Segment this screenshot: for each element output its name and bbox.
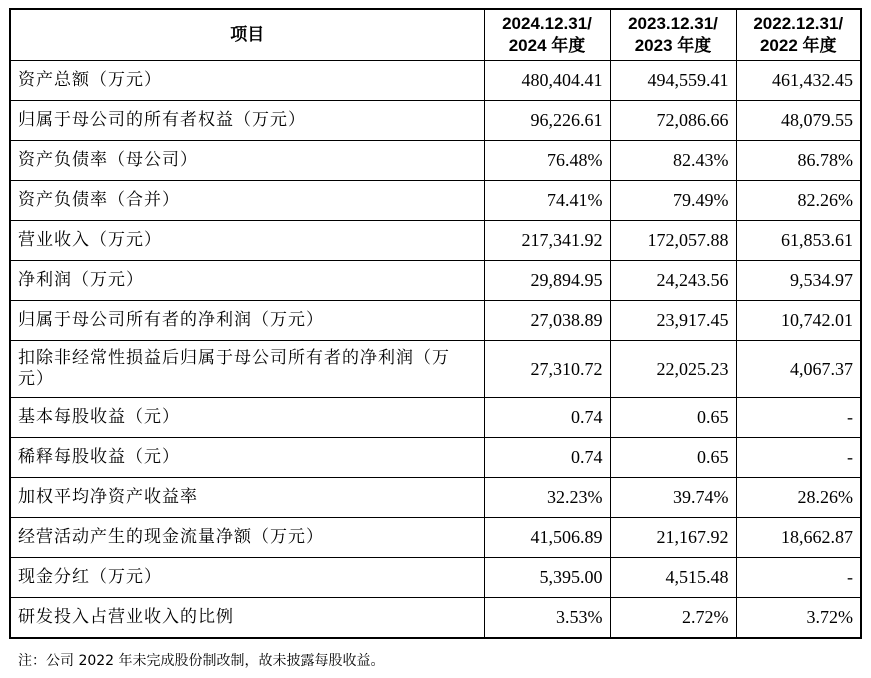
cell-2024: 27,310.72 xyxy=(484,341,610,398)
cell-2022: 461,432.45 xyxy=(736,61,861,101)
row-label: 研发投入占营业收入的比例 xyxy=(10,598,484,639)
table-row xyxy=(10,518,861,558)
header-date: 2022.12.31/ xyxy=(753,14,844,33)
cell-2024: 480,404.41 xyxy=(484,61,610,101)
cell-2023: 82.43% xyxy=(610,141,736,181)
cell-2024: 0.74 xyxy=(484,398,610,438)
header-period-2024 xyxy=(484,9,610,61)
cell-2024: 76.48% xyxy=(484,141,610,181)
row-label: 归属于母公司所有者的净利润（万元） xyxy=(10,301,484,341)
cell-2023: 79.49% xyxy=(610,181,736,221)
cell-2022: - xyxy=(736,398,861,438)
header-period-2023 xyxy=(610,9,736,61)
cell-2023: 0.65 xyxy=(610,398,736,438)
cell-2024: 96,226.61 xyxy=(484,101,610,141)
header-date: 2024.12.31/ xyxy=(502,14,592,33)
cell-2022: 28.26% xyxy=(736,478,861,518)
cell-2023: 21,167.92 xyxy=(610,518,736,558)
table-row xyxy=(10,221,861,261)
cell-2024: 32.23% xyxy=(484,478,610,518)
cell-2023: 72,086.66 xyxy=(610,101,736,141)
cell-2024: 3.53% xyxy=(484,598,610,639)
row-label: 扣除非经常性损益后归属于母公司所有者的净利润（万元） xyxy=(10,341,484,398)
cell-2022: 48,079.55 xyxy=(736,101,861,141)
cell-2022: 18,662.87 xyxy=(736,518,861,558)
table-row xyxy=(10,558,861,598)
row-label: 经营活动产生的现金流量净额（万元） xyxy=(10,518,484,558)
cell-2022: 3.72% xyxy=(736,598,861,639)
table-row xyxy=(10,341,861,398)
header-year: 2022 年度 xyxy=(759,36,837,55)
table-row xyxy=(10,598,861,639)
table-row xyxy=(10,61,861,101)
row-label: 资产负债率（合并） xyxy=(10,181,484,221)
header-year: 2024 年度 xyxy=(508,36,586,55)
cell-2022: 4,067.37 xyxy=(736,341,861,398)
financial-data-table xyxy=(9,8,862,639)
table-row xyxy=(10,438,861,478)
cell-2023: 172,057.88 xyxy=(610,221,736,261)
table-row xyxy=(10,301,861,341)
cell-2022: - xyxy=(736,438,861,478)
cell-2022: 86.78% xyxy=(736,141,861,181)
header-year: 2023 年度 xyxy=(634,36,712,55)
table-row xyxy=(10,181,861,221)
cell-2023: 24,243.56 xyxy=(610,261,736,301)
header-item: 项目 xyxy=(10,9,484,61)
row-label: 资产总额（万元） xyxy=(10,61,484,101)
cell-2024: 27,038.89 xyxy=(484,301,610,341)
cell-2024: 74.41% xyxy=(484,181,610,221)
cell-2024: 217,341.92 xyxy=(484,221,610,261)
row-label: 净利润（万元） xyxy=(10,261,484,301)
table-header-row xyxy=(10,9,861,61)
row-label: 归属于母公司的所有者权益（万元） xyxy=(10,101,484,141)
cell-2024: 0.74 xyxy=(484,438,610,478)
cell-2023: 39.74% xyxy=(610,478,736,518)
cell-2022: 10,742.01 xyxy=(736,301,861,341)
cell-2023: 4,515.48 xyxy=(610,558,736,598)
row-label: 现金分红（万元） xyxy=(10,558,484,598)
row-label: 加权平均净资产收益率 xyxy=(10,478,484,518)
cell-2023: 23,917.45 xyxy=(610,301,736,341)
header-period-2022 xyxy=(736,9,861,61)
row-label: 基本每股收益（元） xyxy=(10,398,484,438)
cell-2023: 494,559.41 xyxy=(610,61,736,101)
row-label: 营业收入（万元） xyxy=(10,221,484,261)
cell-2023: 0.65 xyxy=(610,438,736,478)
header-date: 2023.12.31/ xyxy=(628,14,718,33)
table-row xyxy=(10,101,861,141)
table-row xyxy=(10,261,861,301)
row-label: 稀释每股收益（元） xyxy=(10,438,484,478)
financial-table-container xyxy=(9,8,862,639)
cell-2022: 9,534.97 xyxy=(736,261,861,301)
cell-2024: 41,506.89 xyxy=(484,518,610,558)
cell-2022: 61,853.61 xyxy=(736,221,861,261)
cell-2022: 82.26% xyxy=(736,181,861,221)
table-row xyxy=(10,141,861,181)
cell-2023: 22,025.23 xyxy=(610,341,736,398)
table-footnote: 注：公司 2022 年未完成股份制改制，故未披露每股收益。 xyxy=(18,653,385,669)
cell-2023: 2.72% xyxy=(610,598,736,639)
cell-2022: - xyxy=(736,558,861,598)
row-label: 资产负债率（母公司） xyxy=(10,141,484,181)
table-row xyxy=(10,398,861,438)
cell-2024: 29,894.95 xyxy=(484,261,610,301)
table-row xyxy=(10,478,861,518)
cell-2024: 5,395.00 xyxy=(484,558,610,598)
